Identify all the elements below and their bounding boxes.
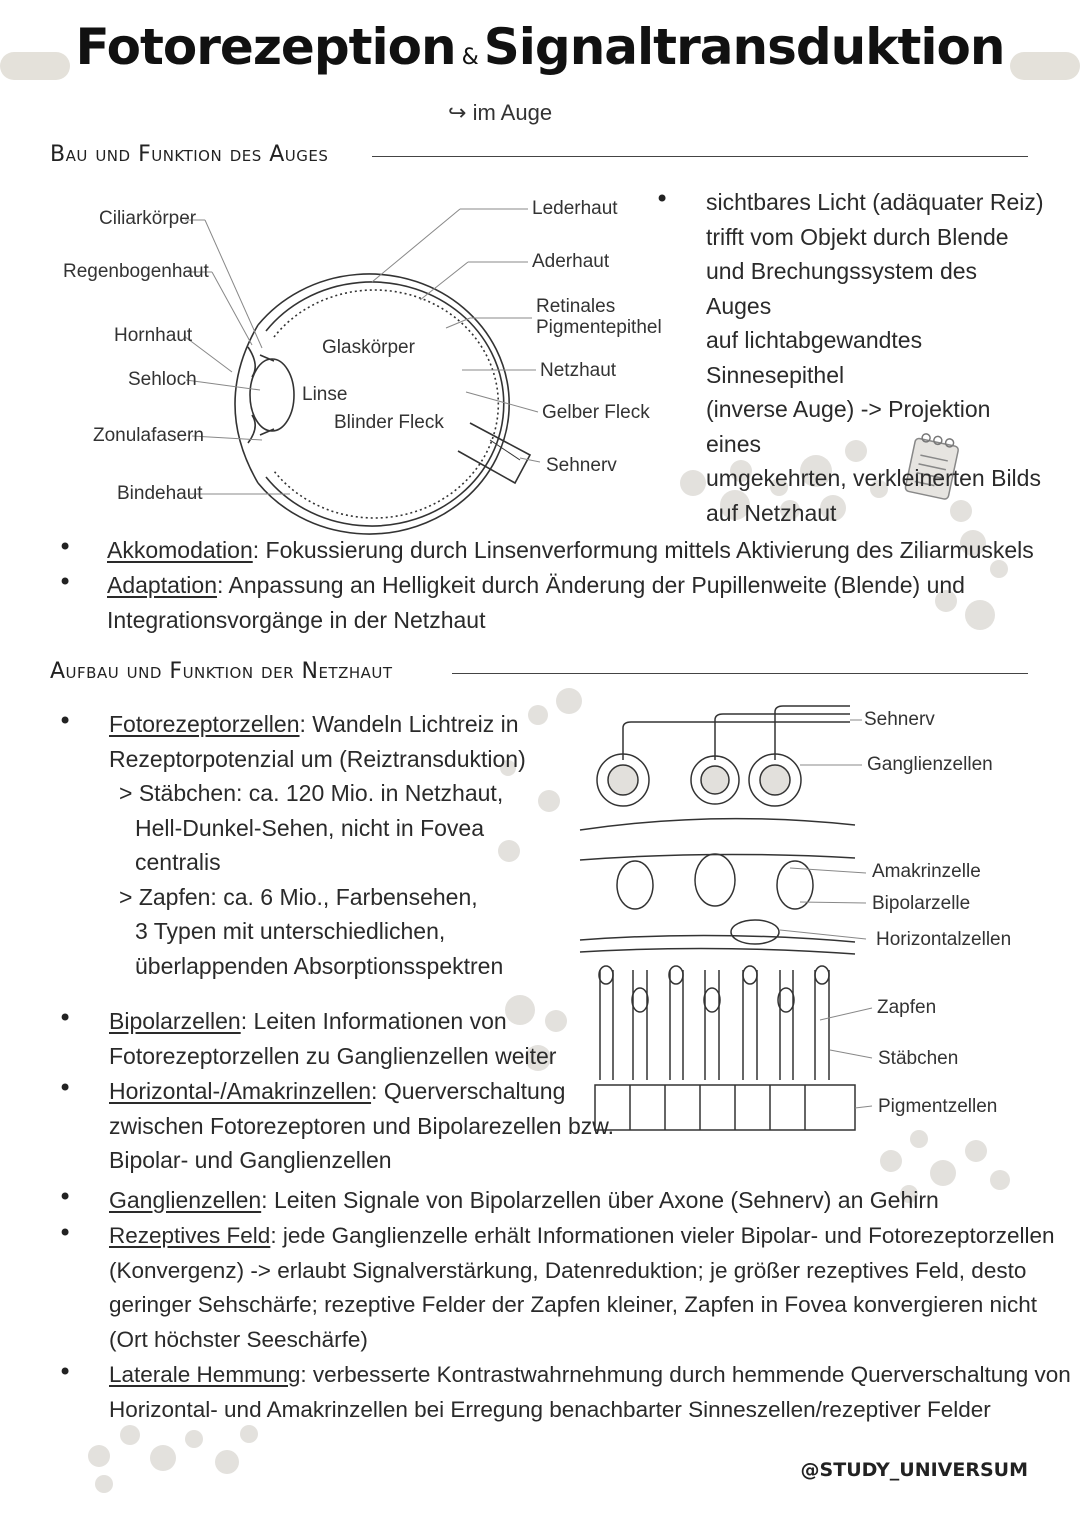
light-line-4: auf lichtabgewandtes Sinnesepithel — [706, 327, 923, 388]
light-line-2: trifft vom Objekt durch Blende — [706, 223, 1009, 250]
label-pigmentepithel — [536, 296, 662, 338]
lateral-line-2: Horizontal- und Amakrinzellen bei Erregung benachbarter Sinneszellen/rezeptiver Felder — [109, 1396, 991, 1422]
bipolar-block — [109, 1004, 556, 1073]
subtitle-text: im Auge — [472, 100, 553, 125]
staebchen-line-2: Hell-Dunkel-Sehen, nicht in Fovea — [135, 814, 485, 841]
label-aderhaut: Aderhaut — [532, 251, 610, 272]
rezeptiv-term: Rezeptives Feld — [109, 1223, 271, 1248]
zapfen-line-3: überlappenden Absorptionsspektren — [135, 952, 504, 979]
horizontal-term: Horizontal-/Amakrinzellen — [109, 1078, 372, 1104]
section-heading-retina: Aufbau und Funktion der Netzhaut — [50, 659, 393, 684]
bullet-lateral: • — [58, 1358, 73, 1386]
light-paragraph — [706, 185, 1046, 530]
label-ciliarkoerper: Ciliarkörper — [99, 208, 197, 229]
akkomodation-term: Akkomodation — [107, 537, 253, 563]
adaptation-term: Adaptation — [107, 572, 217, 598]
rezeptiv-line-1 — [109, 1219, 1055, 1254]
foto-text-1: : Wandeln Lichtreiz in — [299, 711, 519, 737]
foto-block — [109, 707, 526, 983]
lateral-term: Laterale Hemmung — [109, 1362, 301, 1387]
bullet-light: • — [655, 185, 670, 213]
bipolar-term: Bipolarzellen — [109, 1008, 241, 1034]
label-pigmentepithel-1: Retinales — [536, 296, 616, 317]
foto-term: Fotorezeptorzellen — [109, 711, 300, 737]
ganglien-text: : Leiten Signale von Bipolarzellen über Axone (Sehnerv) an Gehirn — [261, 1187, 939, 1213]
foto-line-2: Rezeptorpotenzial um (Reiztransduktion) — [109, 745, 526, 772]
akkomodation-line — [107, 533, 1034, 568]
label-regenbogenhaut: Regenbogenhaut — [63, 261, 209, 282]
staebchen-line-3: centralis — [135, 849, 221, 875]
label-hornhaut: Hornhaut — [114, 325, 193, 346]
label-ganglienzellen: Ganglienzellen — [867, 754, 993, 775]
label-gelber-fleck: Gelber Fleck — [542, 402, 650, 423]
title-right: Signaltransduktion — [483, 18, 1005, 76]
adaptation-line-1 — [107, 568, 965, 603]
label-linse: Linse — [302, 384, 348, 405]
staebchen-line-1: > Stäbchen: ca. 120 Mio. in Netzhaut, — [119, 780, 504, 806]
zapfen-line-2: 3 Typen mit unterschiedlichen, — [135, 918, 446, 944]
zapfen-line-1: > Zapfen: ca. 6 Mio., Farbensehen, — [119, 883, 478, 910]
horizontal-block — [109, 1074, 614, 1178]
title-amp: & — [461, 45, 478, 70]
label-pigmentzellen: Pigmentzellen — [878, 1096, 998, 1117]
title-left: Fotorezeption — [75, 18, 456, 76]
ganglien-line — [109, 1183, 939, 1218]
label-sehnerv-eye: Sehnerv — [546, 455, 617, 476]
lateral-block — [109, 1358, 1071, 1427]
bullet-foto: • — [58, 707, 73, 735]
rezeptiv-line-4: (Ort höchster Seeschärfe) — [109, 1326, 368, 1352]
rezeptiv-line-2: (Konvergenz) -> erlaubt Signalverstärkung, Datenreduktion; je größer rezeptives Feld, desto — [109, 1257, 1027, 1283]
ganglien-term: Ganglienzellen — [109, 1187, 262, 1213]
adaptation-block — [107, 568, 965, 637]
label-sehloch: Sehloch — [128, 369, 197, 390]
label-lederhaut: Lederhaut — [532, 198, 618, 219]
label-bipolarzelle: Bipolarzelle — [872, 893, 971, 914]
section-rule-retina — [452, 673, 1028, 674]
lateral-line-1 — [109, 1358, 1071, 1393]
adaptation-line-2: Integrationsvorgänge in der Netzhaut — [107, 606, 486, 633]
section-heading-eye: Bau und Funktion des Auges — [50, 142, 329, 167]
bullet-rezeptiv: • — [58, 1219, 73, 1247]
label-staebchen: Stäbchen — [878, 1048, 959, 1069]
rezeptiv-block — [109, 1219, 1055, 1357]
bullet-horizontal: • — [58, 1074, 73, 1102]
label-zonulafasern: Zonulafasern — [93, 425, 204, 446]
light-line-1: sichtbares Licht (adäquater Reiz) — [706, 189, 1044, 215]
light-line-7: auf Netzhaut — [706, 499, 837, 526]
horizontal-text-1: : Querverschaltung — [371, 1078, 566, 1104]
label-glaskoerper: Glaskörper — [322, 337, 415, 358]
bipolar-text-1: : Leiten Informationen von — [240, 1008, 507, 1034]
light-line-5: (inverse Auge) -> Projektion eines — [706, 396, 991, 457]
label-pigmentepithel-2: Pigmentepithel — [536, 317, 662, 338]
bullet-akkomodation: • — [58, 533, 73, 561]
label-blinder-fleck: Blinder Fleck — [334, 412, 444, 433]
label-bindehaut: Bindehaut — [117, 483, 203, 504]
horizontal-line-2: zwischen Fotorezeptoren und Bipolarezellen bzw. — [109, 1112, 615, 1139]
horizontal-line-1 — [109, 1074, 614, 1109]
lateral-text-1: : verbesserte Kontrastwahrnehmung durch hemmende Querverschaltung von — [300, 1362, 1071, 1387]
foto-line-1 — [109, 707, 526, 742]
label-horizontalzellen: Horizontalzellen — [876, 929, 1012, 950]
label-amakrinzelle: Amakrinzelle — [872, 861, 981, 882]
rezeptiv-text-1: : jede Ganglienzelle erhält Informationen vieler Bipolar- und Fotorezeptorzellen — [270, 1223, 1055, 1248]
bipolar-line-2: Fotorezeptorzellen zu Ganglienzellen weiter — [109, 1042, 557, 1069]
label-sehnerv-retina: Sehnerv — [864, 709, 935, 730]
label-zapfen: Zapfen — [877, 997, 937, 1018]
bullet-bipolar: • — [58, 1004, 73, 1032]
horizontal-line-3: Bipolar- und Ganglienzellen — [109, 1147, 392, 1173]
bullet-ganglien: • — [58, 1183, 73, 1211]
bullet-adaptation: • — [58, 568, 73, 596]
light-line-3: und Brechungssystem des Auges — [706, 258, 978, 319]
adaptation-text-1: : Anpassung an Helligkeit durch Änderung der Pupillenweite (Blende) und — [216, 572, 965, 598]
rezeptiv-line-3: geringer Sehschärfe; rezeptive Felder der Zapfen kleiner, Zapfen in Fovea konvergieren nicht — [109, 1292, 1038, 1317]
subtitle-arrow-icon: ↪ — [448, 100, 467, 125]
akkomodation-text: : Fokussierung durch Linsenverformung mittels Aktivierung des Ziliarmuskels — [252, 537, 1034, 563]
bipolar-line-1 — [109, 1004, 556, 1039]
label-netzhaut: Netzhaut — [540, 360, 617, 381]
author-handle: @STUDY_UNIVERSUM — [800, 1459, 1028, 1481]
light-line-6: umgekehrten, verkleinerten Bilds — [706, 465, 1041, 491]
